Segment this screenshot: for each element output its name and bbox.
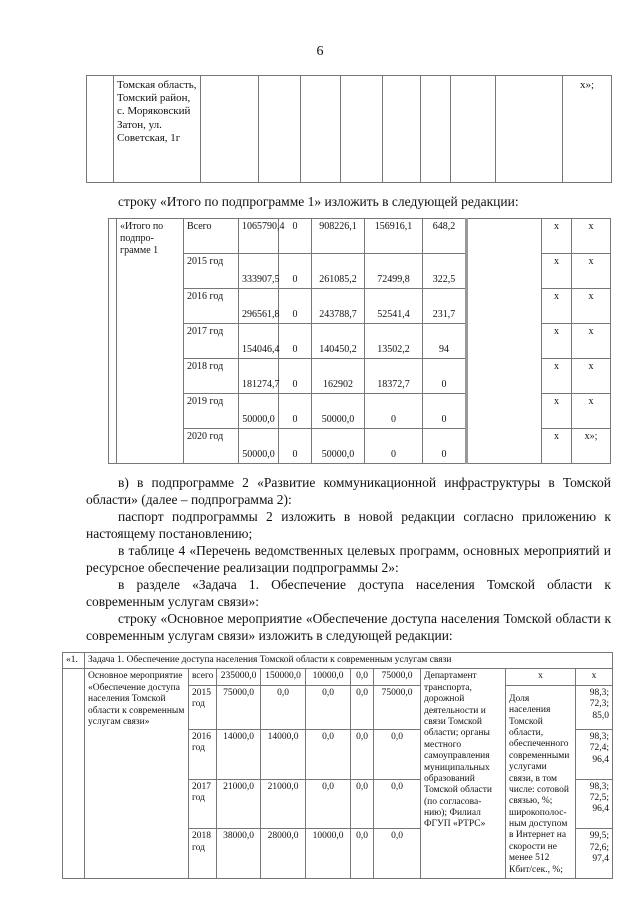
value-cell: 21000,0 xyxy=(217,779,261,829)
value-cell: 0 xyxy=(279,254,312,289)
last-cell: х»; xyxy=(563,76,612,183)
value-cell: 0,0 xyxy=(374,779,421,829)
value-cell: 0 xyxy=(279,359,312,394)
value-cell: 50000,0 xyxy=(239,394,279,429)
value-cell: 75000,0 xyxy=(217,685,261,729)
value-cell: 50000,0 xyxy=(239,429,279,464)
cell-empty xyxy=(421,76,451,183)
value-cell: 50000,0 xyxy=(312,394,365,429)
value-cell: 296561,8 xyxy=(239,289,279,324)
value-cell: 150000,0 xyxy=(261,669,306,685)
subprogram-total-table xyxy=(108,218,611,464)
cell-empty xyxy=(467,219,542,464)
value-cell: 75000,0 xyxy=(374,685,421,729)
value-cell: 156916,1 xyxy=(365,219,423,254)
table-row xyxy=(63,669,613,685)
value-cell: 50000,0 xyxy=(312,429,365,464)
year-cell: 2015 год xyxy=(189,685,217,729)
row-number: «1. xyxy=(63,653,85,669)
value-cell: 0,0 xyxy=(351,779,374,829)
value-cell: 231,7 xyxy=(423,289,467,324)
replace-total-text: строку «Итого по подпрограмме 1» изложить в следующей редакции: xyxy=(118,194,519,209)
value-cell: 0 xyxy=(279,429,312,464)
value-cell: 0 xyxy=(365,394,423,429)
x-cell: х xyxy=(542,359,572,394)
task-title: Задача 1. Обеспечение доступа населения Томской области к современным услугам связи xyxy=(85,653,613,669)
value-cell: 0,0 xyxy=(374,829,421,879)
cell-empty xyxy=(383,76,421,183)
value-cell: 154046,4 xyxy=(239,324,279,359)
value-cell: 0 xyxy=(365,429,423,464)
x-cell: х xyxy=(572,289,611,324)
value-cell: 0,0 xyxy=(351,729,374,779)
value-cell: 72499,8 xyxy=(365,254,423,289)
value-cell: 14000,0 xyxy=(261,729,306,779)
value-cell: 13502,2 xyxy=(365,324,423,359)
address-cell: Томская область, Томский район, с. Моряковский Затон, ул. Советская, 1г xyxy=(114,76,201,183)
x-cell: х xyxy=(542,429,572,464)
value-cell: 0,0 xyxy=(261,685,306,729)
value-cell: 181274,7 xyxy=(239,359,279,394)
indicator-cell: Доля населения Томской области, обеспеченного современными услугами связи, в том числе: сотовой связью, %; широкополос-ным доступом в Интернет на скорости не менее 512 Кбит/сек., %; xyxy=(506,685,576,878)
value-cell: 0 xyxy=(279,324,312,359)
value-cell: 0 xyxy=(423,359,467,394)
total-label: «Итого по подпро-грамме 1 xyxy=(117,219,184,464)
x-cell: х xyxy=(572,359,611,394)
value-cell: 0,0 xyxy=(374,729,421,779)
year-cell: 2016 год xyxy=(184,289,239,324)
x-cell: х xyxy=(542,289,572,324)
x-cell: х xyxy=(572,219,611,254)
x-cell: х xyxy=(542,254,572,289)
year-cell: 2018 год xyxy=(184,359,239,394)
x-cell: х xyxy=(506,669,576,685)
address-table-fragment xyxy=(86,75,612,183)
cell-empty xyxy=(259,76,301,183)
year-cell: 2018 год xyxy=(189,829,217,879)
value-cell: 261085,2 xyxy=(312,254,365,289)
value-cell: 10000,0 xyxy=(306,669,351,685)
year-cell: 2017 год xyxy=(184,324,239,359)
value-cell: 52541,4 xyxy=(365,289,423,324)
cell-empty xyxy=(301,76,341,183)
year-cell: Всего xyxy=(184,219,239,254)
year-cell: 2017 год xyxy=(189,779,217,829)
indicator-value: 99,5; 72,6; 97,4 xyxy=(576,829,613,879)
value-cell: 235000,0 xyxy=(217,669,261,685)
value-cell: 0 xyxy=(279,289,312,324)
value-cell: 0,0 xyxy=(306,729,351,779)
task-1-table xyxy=(62,652,613,879)
year-cell: 2016 год xyxy=(189,729,217,779)
x-cell: х xyxy=(576,669,613,685)
value-cell: 0 xyxy=(279,219,312,254)
value-cell: 243788,7 xyxy=(312,289,365,324)
cell-empty xyxy=(201,76,259,183)
cell-empty xyxy=(109,219,117,464)
value-cell: 18372,7 xyxy=(365,359,423,394)
activity-name: Основное мероприятие «Обеспечение доступа населения Томской области к современным услугам связи» xyxy=(85,669,189,879)
cell-empty xyxy=(63,669,85,879)
task-header-row xyxy=(63,653,613,669)
indicator-value: 98,3; 72,5; 96,4 xyxy=(576,779,613,829)
value-cell: 0,0 xyxy=(306,779,351,829)
value-cell: 38000,0 xyxy=(217,829,261,879)
paragraph-1: в) в подпрограмме 2 «Развитие коммуникационной инфраструктуры в Томской области» (далее – подпрограмма 2): xyxy=(86,475,611,507)
x-cell: х xyxy=(542,394,572,429)
value-cell: 0,0 xyxy=(351,829,374,879)
year-cell: всего xyxy=(189,669,217,685)
value-cell: 94 xyxy=(423,324,467,359)
value-cell: 0,0 xyxy=(306,685,351,729)
cell-empty xyxy=(341,76,383,183)
indicator-value: 98,3; 72,4; 96,4 xyxy=(576,729,613,779)
paragraph-4: в разделе «Задача 1. Обеспечение доступа населения Томской области к современным услугам связи»: xyxy=(86,577,611,609)
year-cell: 2015 год xyxy=(184,254,239,289)
value-cell: 140450,2 xyxy=(312,324,365,359)
value-cell: 10000,0 xyxy=(306,829,351,879)
value-cell: 1065790,4 xyxy=(239,219,279,254)
paragraph-5: строку «Основное мероприятие «Обеспечение доступа населения Томской области к современным услугам связи» изложить в следующей редакции: xyxy=(86,611,611,643)
x-cell: х»; xyxy=(572,429,611,464)
x-cell: х xyxy=(542,219,572,254)
year-cell: 2019 год xyxy=(184,394,239,429)
cell-empty xyxy=(496,76,563,183)
value-cell: 333907,5 xyxy=(239,254,279,289)
x-cell: х xyxy=(572,254,611,289)
value-cell: 21000,0 xyxy=(261,779,306,829)
cell-empty xyxy=(87,76,114,183)
x-cell: х xyxy=(572,394,611,429)
cell-empty xyxy=(451,76,496,183)
value-cell: 322,5 xyxy=(423,254,467,289)
value-cell: 75000,0 xyxy=(374,669,421,685)
value-cell: 28000,0 xyxy=(261,829,306,879)
value-cell: 0 xyxy=(423,429,467,464)
value-cell: 908226,1 xyxy=(312,219,365,254)
table-row xyxy=(87,76,612,183)
paragraph-3: в таблице 4 «Перечень ведомственных целевых программ, основных мероприятий и ресурсное обеспечение реализации подпрограммы 2»: xyxy=(86,543,611,575)
x-cell: х xyxy=(542,324,572,359)
value-cell: 0 xyxy=(423,394,467,429)
x-cell: х xyxy=(572,324,611,359)
value-cell: 0,0 xyxy=(351,685,374,729)
value-cell: 0 xyxy=(279,394,312,429)
year-cell: 2020 год xyxy=(184,429,239,464)
indicator-value: 98,3; 72,3; 85,0 xyxy=(576,685,613,729)
page-number: 6 xyxy=(316,44,324,59)
executor-cell: Департамент транспорта, дорожной деятельности и связи Томской области; органы местного самоуправления муниципальных образований Томской области (по согласова-нию); Филиал ФГУП «РТРС» xyxy=(421,669,506,879)
table-row xyxy=(109,219,611,254)
paragraph-2: паспорт подпрограммы 2 изложить в новой редакции согласно приложению к настоящему постановлению; xyxy=(86,509,611,541)
value-cell: 14000,0 xyxy=(217,729,261,779)
value-cell: 162902 xyxy=(312,359,365,394)
value-cell: 648,2 xyxy=(423,219,467,254)
value-cell: 0,0 xyxy=(351,669,374,685)
